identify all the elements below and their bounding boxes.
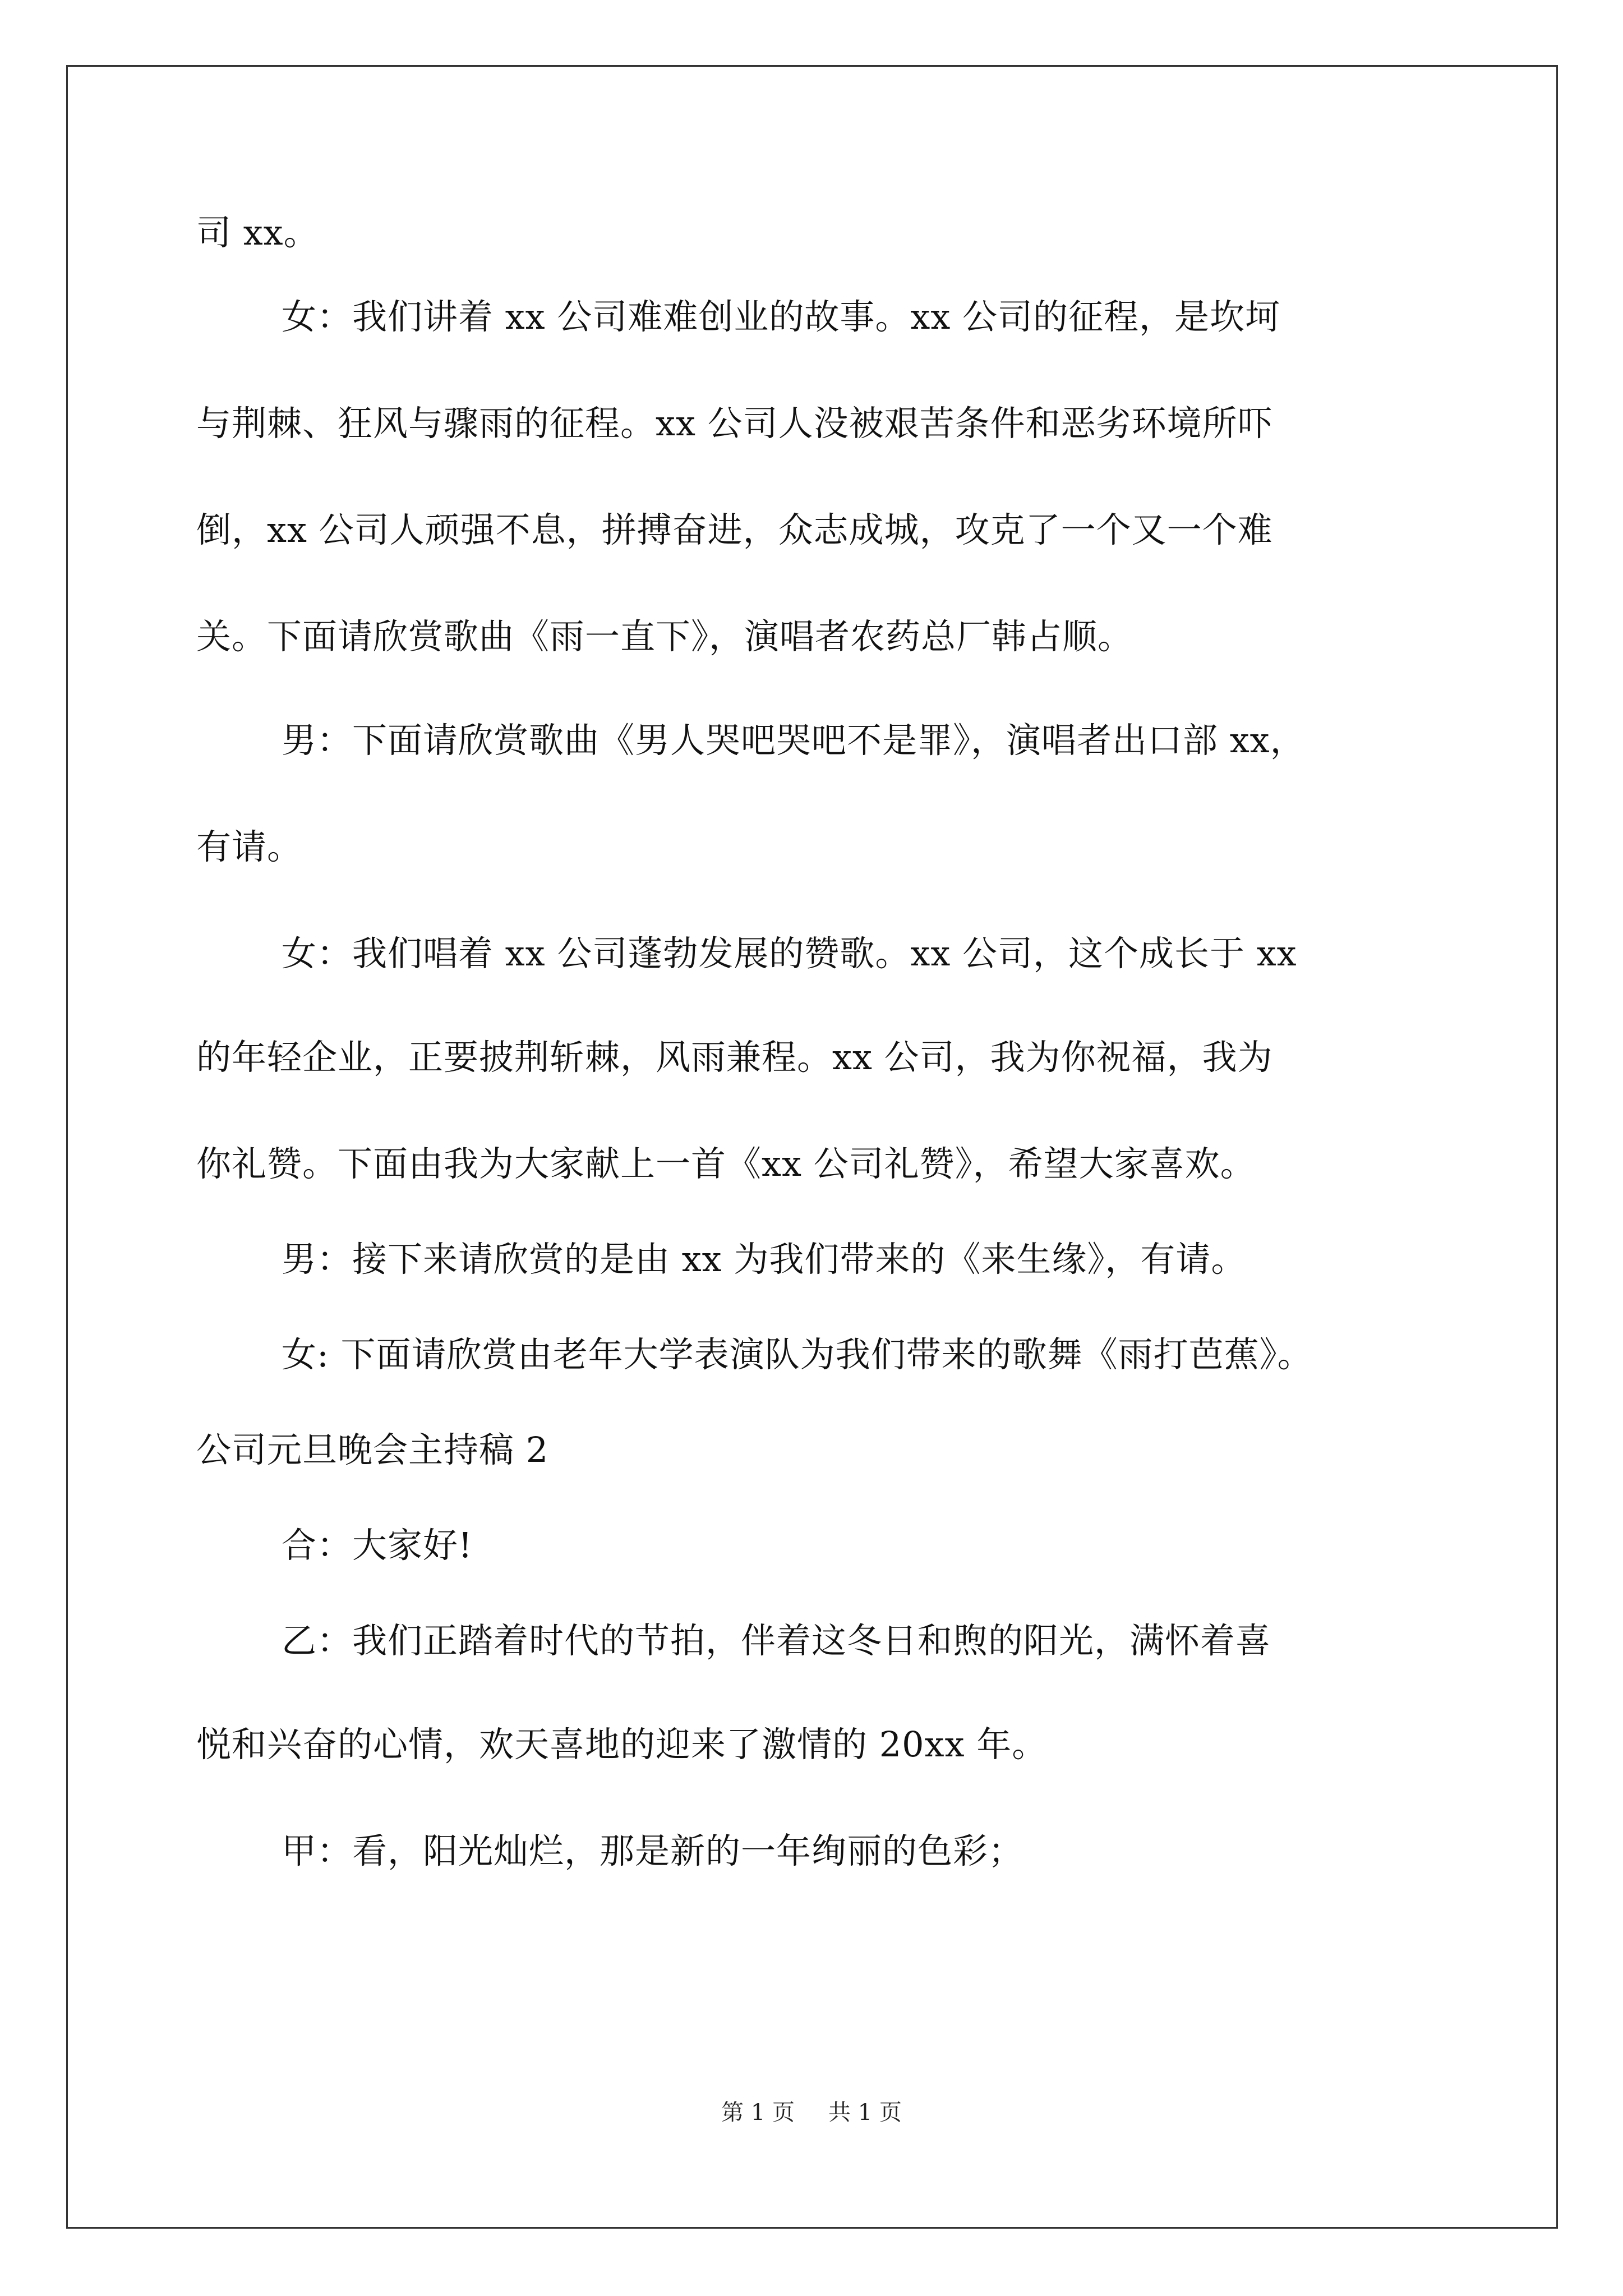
page-number: 第 1 页 bbox=[721, 2100, 795, 2125]
text-line: 与荆棘、狂风与骤雨的征程。xx 公司人没被艰苦条件和恶劣环境所吓 bbox=[196, 403, 1273, 444]
text-line: 男：接下来请欣赏的是由 xx 为我们带来的《来生缘》，有请。 bbox=[282, 1239, 1247, 1280]
section-heading: 公司元旦晚会主持稿 2 bbox=[196, 1429, 549, 1470]
text-line: 有请。 bbox=[196, 826, 303, 867]
text-line: 女：我们讲着 xx 公司难难创业的故事。xx 公司的征程，是坎坷 bbox=[282, 296, 1280, 337]
text-line: 甲：看，阳光灿烂，那是新的一年绚丽的色彩； bbox=[282, 1830, 1024, 1871]
text-line: 乙：我们正踏着时代的节拍，伴着这冬日和煦的阳光，满怀着喜 bbox=[282, 1620, 1271, 1661]
text-line: 的年轻企业，正要披荆斩棘，风雨兼程。xx 公司，我为你祝福，我为 bbox=[196, 1037, 1273, 1078]
text-line: 悦和兴奋的心情，欢天喜地的迎来了激情的 20xx 年。 bbox=[196, 1724, 1048, 1765]
page-footer bbox=[0, 2099, 1623, 2127]
text-line: 你礼赞。下面由我为大家献上一首《xx 公司礼赞》，希望大家喜欢。 bbox=[196, 1143, 1256, 1184]
text-line: 男：下面请欣赏歌曲《男人哭吧哭吧不是罪》，演唱者出口部 xx， bbox=[282, 720, 1306, 761]
text-line: 合：大家好! bbox=[282, 1525, 473, 1566]
page-total: 共 1 页 bbox=[828, 2100, 902, 2125]
text-line: 女：我们唱着 xx 公司蓬勃发展的赞歌。xx 公司，这个成长于 xx bbox=[282, 933, 1297, 974]
text-line: 司 xx。 bbox=[196, 212, 319, 253]
text-line: 女: 下面请欣赏由老年大学表演队为我们带来的歌舞《雨打芭蕉》。 bbox=[282, 1334, 1313, 1375]
text-line: 倒，xx 公司人顽强不息，拼搏奋进，众志成城，攻克了一个又一个难 bbox=[196, 509, 1273, 550]
text-line: 关。下面请欣赏歌曲《雨一直下》，演唱者农药总厂韩占顺。 bbox=[196, 616, 1133, 657]
